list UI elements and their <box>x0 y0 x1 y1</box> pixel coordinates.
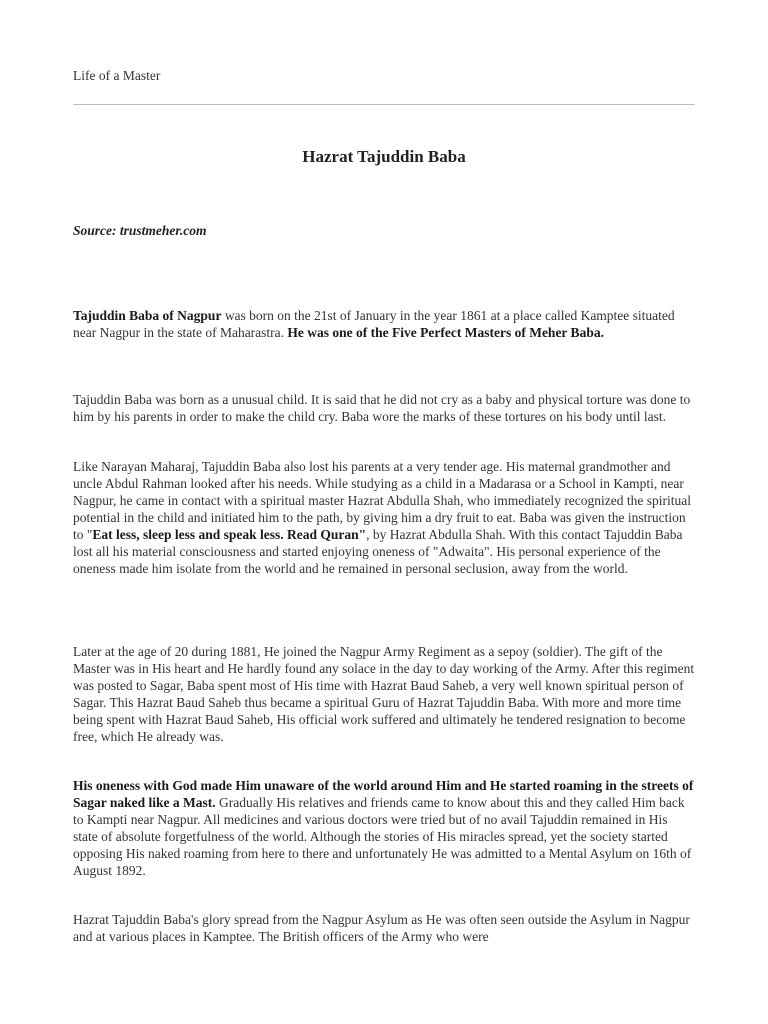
paragraph-intro <box>73 307 695 341</box>
header-divider <box>73 104 695 105</box>
article-title: Hazrat Tajuddin Baba <box>302 147 466 166</box>
body-text: was born on the 21st of January in the year 1861 at a place called Kamptee situated near Nagpur in the state of Maharastra. <box>73 308 675 340</box>
paragraph-asylum <box>73 911 695 945</box>
source-line: Source: trustmeher.com <box>73 223 207 238</box>
body-text: Like Narayan Maharaj, Tajuddin Baba also lost his parents at a very tender age. His maternal grandmother and uncle Abdul Rahman looked after his needs. While studying as a child in a Madarasa or a School in Kampti, near Nagpur, he came in contact with a spiritual master Hazrat Abdulla Shah, who immediately recognized the spiritual potential in the child and initiated him to the path, by giving him a dry fruit to eat. Baba was given the instruction to " <box>73 459 692 542</box>
bold-text: Eat less, sleep less and speak less. Read Quran" <box>92 527 367 542</box>
bold-text: He was one of the Five Perfect Masters of Meher Baba. <box>287 325 604 340</box>
body-text: Tajuddin Baba was born as a unusual child. It is said that he did not cry as a baby and physical torture was done to him by his parents in order to make the child cry. Baba wore the marks of these tortures on his body until last. <box>73 392 691 424</box>
paragraph-mast <box>73 777 695 879</box>
body-text: , by Hazrat Abdulla Shah. With this contact Tajuddin Baba lost all his material consciousness and started enjoying oneness of "Adwaita". His personal experience of the oneness made him isolate from the world and he remained in personal seclusion, away from the world. <box>73 527 683 576</box>
body-text: Later at the age of 20 during 1881, He joined the Nagpur Army Regiment as a sepoy (soldier). The gift of the Master was in His heart and He hardly found any solace in the day to day working of the Army. After this regiment was posted to Sagar, Baba spent most of His time with Hazrat Baud Saheb, a very well known spiritual person of Sagar. This Hazrat Baud Saheb thus became a spiritual Guru of Hazrat Tajuddin Baba. With more and more time being spent with Hazrat Baud Saheb, His official work suffered and ultimately he tendered resignation to become free, which He already was. <box>73 644 695 744</box>
body-text: Gradually His relatives and friends came to know about this and they called Him back to Kampti near Nagpur. All medicines and various doctors were tried but of no avail Tajuddin remained in His state of absolute forgetfulness of the world. Although the stories of His miracles spread, yet the society started opposing His naked roaming from here to there and unfortunately He was admitted to a Mental Asylum on 16th of August 1892. <box>73 795 692 878</box>
paragraph-army <box>73 643 695 745</box>
body-text: Hazrat Tajuddin Baba's glory spread from the Nagpur Asylum as He was often seen outside the Asylum in Nagpur and at various places in Kamptee. The British officers of the Army who were <box>73 912 690 944</box>
bold-text: Tajuddin Baba of Nagpur <box>73 308 222 323</box>
paragraph-childhood <box>73 391 695 425</box>
bold-text: His oneness with God made Him unaware of the world around Him and He started roaming in the streets of Sagar naked like a Mast. <box>73 778 694 810</box>
running-header: Life of a Master <box>73 68 161 83</box>
paragraph-initiation <box>73 458 695 577</box>
